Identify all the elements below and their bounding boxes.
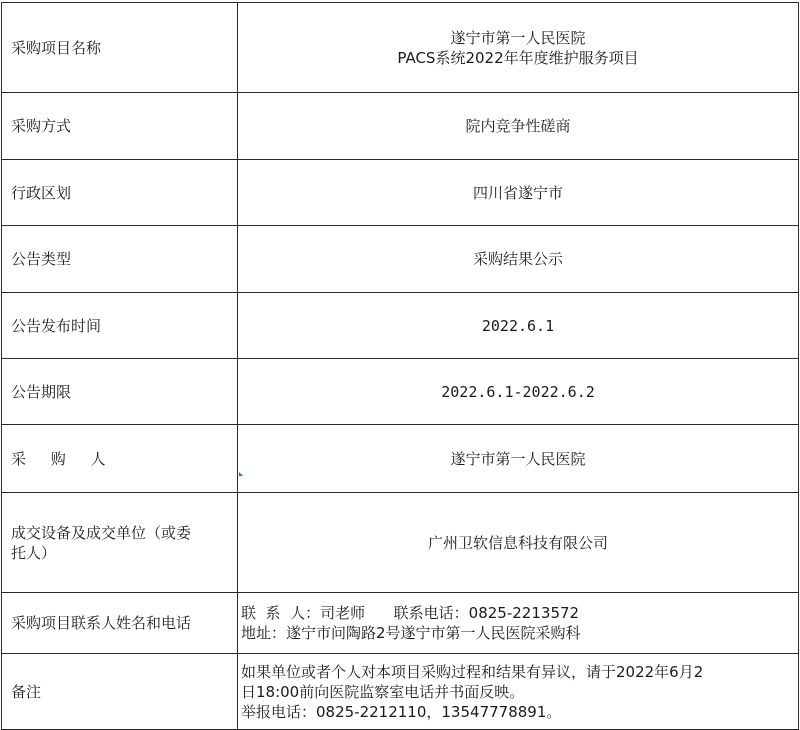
table-row [2,93,799,160]
contact-value [238,593,799,654]
table-row [2,654,799,730]
winner-label [2,493,238,593]
notice-type-label: 公告类型 [2,226,238,293]
contact-line1: 联 系 人：司老师 联系电话：0825-2213572 [241,604,580,622]
period-label: 公告期限 [2,359,238,425]
period-value: 2022.6.1-2022.6.2 [238,359,799,425]
table-row [2,593,799,654]
contact-address: 地址：遂宁市问陶路2号遂宁市第一人民医院采购科 [241,624,581,642]
notice-type-value: 采购结果公示 [238,226,799,293]
table-row [2,3,799,93]
remarks-line3: 举报电话：0825-2212110，13547778891。 [241,702,562,721]
remarks-label: 备注 [2,654,238,730]
remarks-value [238,654,799,730]
winner-label-line1: 成交设备及成交单位（或委 [11,523,192,542]
project-name-line1: 遂宁市第一人民医院 [450,28,586,47]
table-row [2,293,799,359]
cell-corner-marker [239,472,243,476]
table-row [2,425,799,493]
region-value: 四川省遂宁市 [238,160,799,226]
winner-value: 广州卫软信息科技有限公司 [238,493,799,593]
region-label: 行政区划 [2,160,238,226]
purchaser-label: 采 购 人 [2,425,238,493]
publish-time-label: 公告发布时间 [2,293,238,359]
publish-time-value: 2022.6.1 [238,293,799,359]
table-row [2,359,799,425]
project-name-line2: PACS系统2022年年度维护服务项目 [397,48,639,67]
table-row [2,226,799,293]
procurement-info-table [1,2,799,730]
remarks-line1: 如果单位或者个人对本项目采购过程和结果有异议，请于2022年6月2 [241,662,704,681]
method-label: 采购方式 [2,93,238,160]
table-row [2,160,799,226]
contact-label: 采购项目联系人姓名和电话 [2,593,238,654]
winner-label-line2: 托人） [11,543,57,562]
method-value: 院内竞争性磋商 [238,93,799,160]
project-name-value [238,3,799,93]
project-name-label: 采购项目名称 [2,3,238,93]
table-row [2,493,799,593]
remarks-line2: 日18:00前向医院监察室电话并书面反映。 [241,682,525,701]
purchaser-value: 遂宁市第一人民医院 [238,425,799,493]
